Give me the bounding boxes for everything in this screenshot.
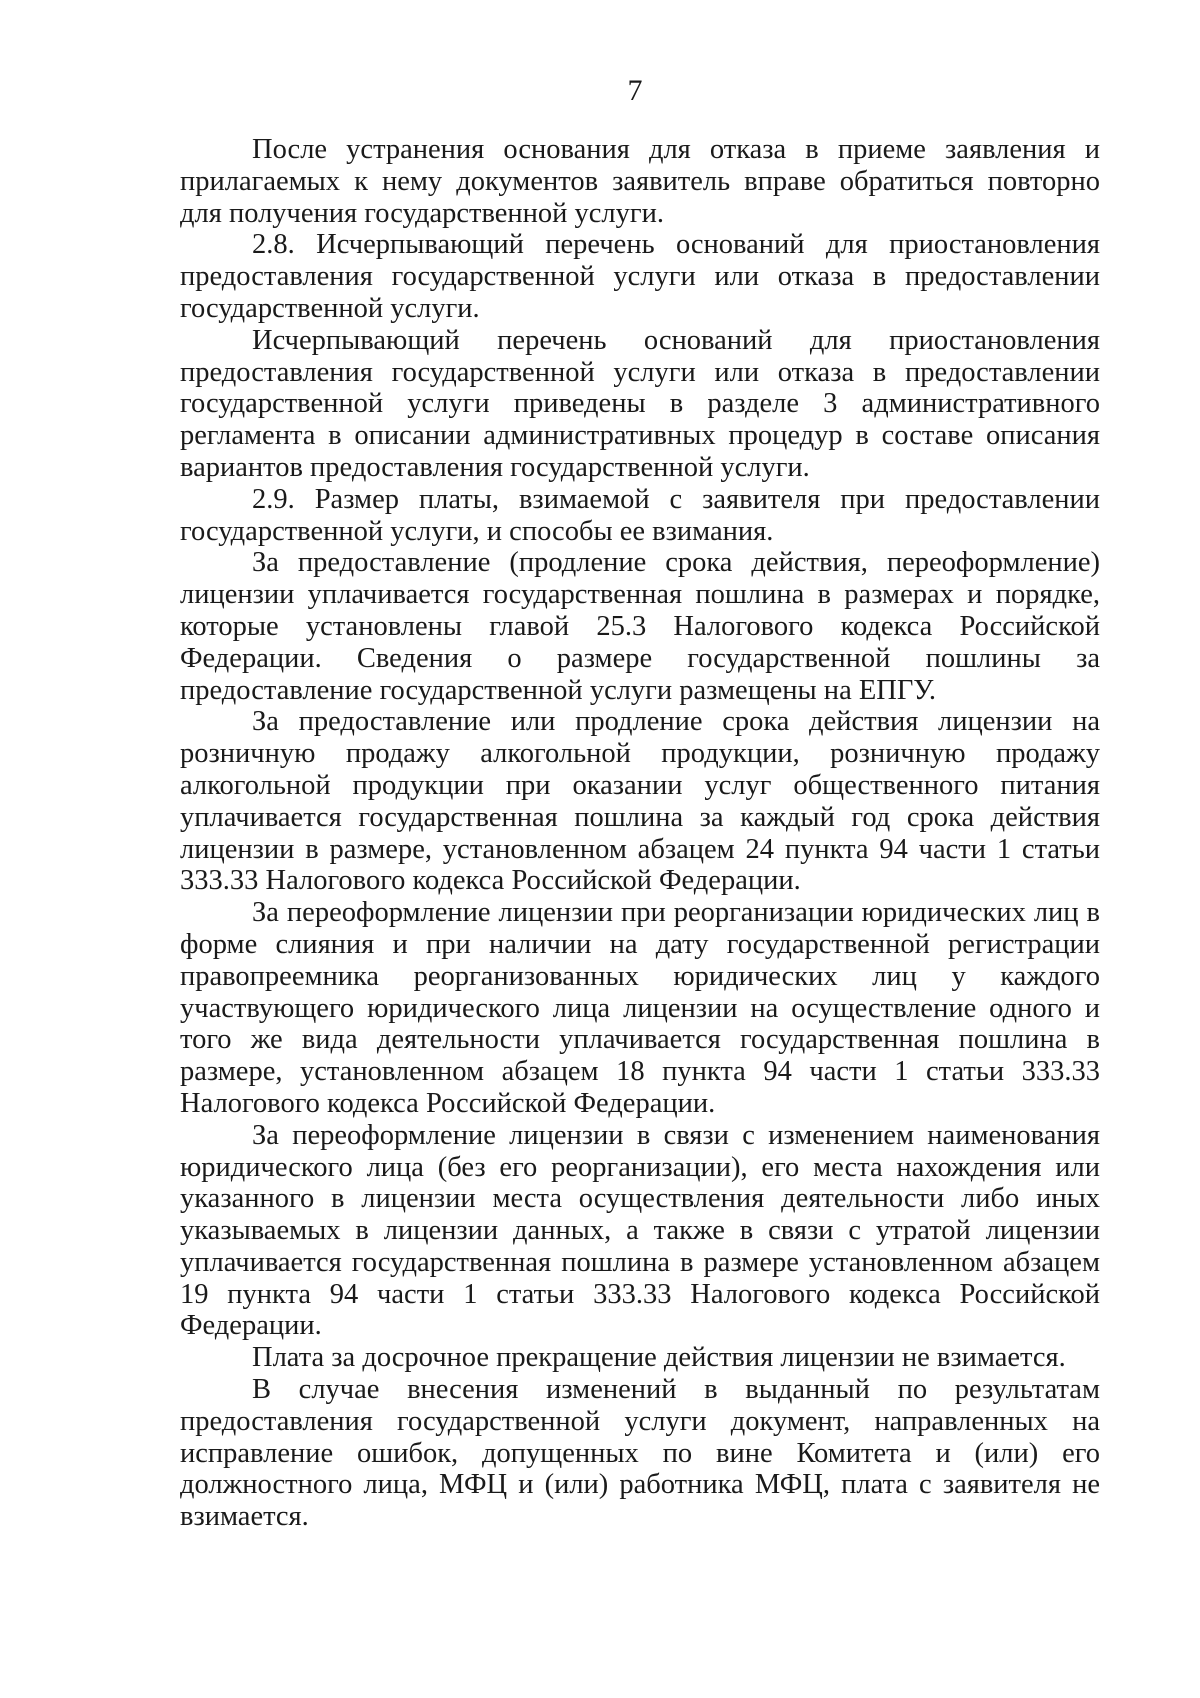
paragraph-2-8-heading: 2.8. Исчерпывающий перечень оснований для приостановления предоставления государственной услуги или отказа в предоставлении государственной услуги. (180, 229, 1100, 324)
paragraph-state-duty: За предоставление (продление срока действия, переоформление) лицензии уплачивается государственная пошлина в размерах и порядке, которые установлены главой 25.3 Налогового кодекса Российской Федерации. Сведения о размере государственной пошлины за предоставление государственной услуги размещены на ЕПГУ. (180, 547, 1100, 706)
document-body (180, 134, 1100, 1533)
paragraph-2-9-heading: 2.9. Размер платы, взимаемой с заявителя при предоставлении государственной услуги, и способы ее взимания. (180, 483, 1100, 547)
page-number: 7 (627, 74, 643, 107)
paragraph-suspension-grounds: Исчерпывающий перечень оснований для приостановления предоставления государственной услуги или отказа в предоставлении государственной услуги приведены в разделе 3 административного регламента в описании административных процедур в составе описания вариантов предоставления государственной услуги. (180, 324, 1100, 483)
paragraph-alcohol-license-duty: За предоставление или продление срока действия лицензии на розничную продажу алкогольной продукции, розничную продажу алкогольной продукции при оказании услуг общественного питания уплачивается государственная пошлина за каждый год срока действия лицензии в размере, установленном абзацем 24 пункта 94 части 1 статьи 333.33 Налогового кодекса Российской Федерации. (180, 706, 1100, 897)
paragraph-name-change-reissue-duty: За переоформление лицензии в связи с изменением наименования юридического лица (без его реорганизации), его места нахождения или указанного в лицензии места осуществления деятельности либо иных указываемых в лицензии данных, а также в связи с утратой лицензии уплачивается государственная пошлина в размере установленном абзацем 19 пункта 94 части 1 статьи 333.33 Налогового кодекса Российской Федерации. (180, 1119, 1100, 1342)
paragraph-merger-reissue-duty: За переоформление лицензии при реорганизации юридических лиц в форме слияния и при наличии на дату государственной регистрации правопреемника реорганизованных юридических лиц у каждого участвующего юридического лица лицензии на осуществление одного и того же вида деятельности уплачивается государственная пошлина в размере, установленном абзацем 18 пункта 94 части 1 статьи 333.33 Налогового кодекса Российской Федерации. (180, 897, 1100, 1119)
paragraph-early-termination-free: Плата за досрочное прекращение действия лицензии не взимается. (252, 1342, 1066, 1374)
paragraph-error-correction-free: В случае внесения изменений в выданный по результатам предоставления государственной услуги документ, направленных на исправление ошибок, допущенных по вине Комитета и (или) его должностного лица, МФЦ и (или) работника МФЦ, плата с заявителя не взимается. (180, 1374, 1100, 1533)
paragraph-refusal-reapply: После устранения основания для отказа в приеме заявления и прилагаемых к нему документов заявитель вправе обратиться повторно для получения государственной услуги. (180, 134, 1100, 229)
